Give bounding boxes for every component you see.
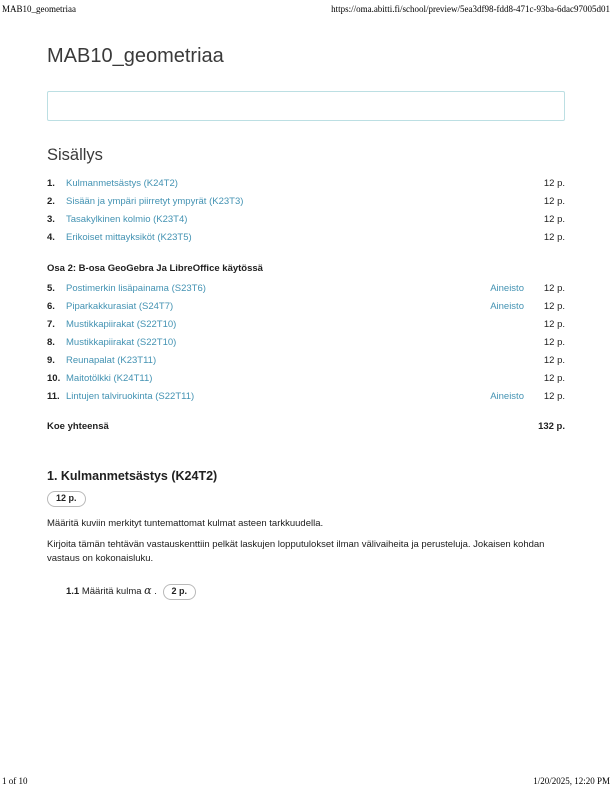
- toc-item-link[interactable]: Tasakylkinen kolmio (K23T4): [66, 214, 188, 225]
- toc-row: [47, 280, 565, 298]
- toc-item-number: 5.: [47, 283, 55, 294]
- subquestion-1-1-points-badge: 2 p.: [163, 584, 197, 600]
- toc-item-link[interactable]: Reunapalat (K23T11): [66, 355, 157, 366]
- toc-part2-heading: Osa 2: B-osa GeoGebra Ja LibreOffice käytössä: [47, 263, 263, 274]
- toc-item-points: 12 p.: [543, 178, 565, 189]
- toc-row: [47, 211, 565, 229]
- toc-row: [47, 388, 565, 406]
- toc-item-link[interactable]: Lintujen talviruokinta (S22T11): [66, 391, 195, 402]
- toc-item-points: 12 p.: [543, 196, 565, 207]
- toc-aineisto-link[interactable]: Aineisto: [490, 391, 524, 402]
- toc-aineisto-link[interactable]: Aineisto: [490, 301, 524, 312]
- toc-row: [47, 175, 565, 193]
- subquestion-1-1-number: 1.1: [66, 586, 80, 597]
- toc-item-number: 8.: [47, 337, 55, 348]
- exam-content: [47, 42, 565, 600]
- toc-item-number: 7.: [47, 319, 55, 330]
- toc-item-number: 1.: [47, 178, 55, 189]
- print-header-title: MAB10_geometriaa: [2, 4, 76, 14]
- toc-total-points: 132 p.: [538, 421, 565, 432]
- toc-item-number: 2.: [47, 196, 55, 207]
- print-footer-timestamp: 1/20/2025, 12:20 PM: [533, 776, 610, 786]
- toc-item-number: 6.: [47, 301, 55, 312]
- print-header: [2, 4, 610, 14]
- toc-item-link[interactable]: Maitotölkki (K24T11): [66, 373, 153, 384]
- toc-item-points: 12 p.: [543, 373, 565, 384]
- toc-item-link[interactable]: Kulmanmetsästys (K24T2): [66, 178, 178, 189]
- toc-row: [47, 352, 565, 370]
- subquestion-1-1-text: Määritä kulma: [79, 586, 145, 597]
- print-footer-page-number: 1 of 10: [2, 776, 28, 786]
- subquestion-1-1-suffix: .: [151, 586, 157, 597]
- question-1-heading: 1. Kulmanmetsästys (K24T2): [47, 469, 218, 483]
- toc-row: [47, 229, 565, 247]
- toc-item-points: 12 p.: [543, 232, 565, 243]
- toc-heading: Sisällys: [47, 146, 103, 164]
- question-1-instruction-1: Määritä kuviin merkityt tuntemattomat kulmat asteen tarkkuudella.: [47, 518, 324, 529]
- toc-item-points: 12 p.: [543, 319, 565, 330]
- toc-item-points: 12 p.: [543, 391, 565, 402]
- question-1-points-badge: 12 p.: [47, 491, 86, 507]
- toc-item-number: 10.: [47, 373, 61, 384]
- toc-item-number: 3.: [47, 214, 55, 225]
- alpha-symbol: α: [144, 584, 152, 597]
- toc-list-part1: [47, 175, 565, 247]
- toc-item-link[interactable]: Piparkakkurasiat (S24T7): [66, 301, 174, 312]
- toc-item-number: 4.: [47, 232, 55, 243]
- question-1-points-row: [47, 488, 565, 507]
- toc-row: [47, 316, 565, 334]
- print-footer: [2, 776, 610, 786]
- subquestion-1-1: [47, 583, 565, 600]
- toc-total-label: Koe yhteensä: [47, 421, 109, 432]
- toc-item-points: 12 p.: [543, 301, 565, 312]
- toc-item-link[interactable]: Erikoiset mittayksiköt (K23T5): [66, 232, 192, 243]
- toc-row: [47, 298, 565, 316]
- toc-item-link[interactable]: Postimerkin lisäpainama (S23T6): [66, 283, 206, 294]
- toc-item-link[interactable]: Mustikkapiirakat (S22T10): [66, 319, 177, 330]
- toc-item-link[interactable]: Sisään ja ympäri piirretyt ympyrät (K23T3): [66, 196, 244, 207]
- toc-item-number: 9.: [47, 355, 55, 366]
- toc-item-points: 12 p.: [543, 283, 565, 294]
- toc-row: [47, 370, 565, 388]
- toc-row: [47, 334, 565, 352]
- exam-title: MAB10_geometriaa: [47, 45, 224, 67]
- toc-item-points: 12 p.: [543, 337, 565, 348]
- empty-exam-info-box: [47, 91, 565, 121]
- toc-aineisto-link[interactable]: Aineisto: [490, 283, 524, 294]
- question-1-instruction-2: Kirjoita tämän tehtävän vastauskenttiin pelkät laskujen lopputulokset ilman välivaiheita ja perusteluja. Jokaisen kohdan vastaus on kokonaisluku.: [47, 539, 545, 564]
- toc-total-row: [47, 418, 565, 436]
- toc-list-part2: [47, 280, 565, 406]
- toc-item-points: 12 p.: [543, 214, 565, 225]
- toc-item-number: 11.: [47, 391, 60, 402]
- toc-item-points: 12 p.: [543, 355, 565, 366]
- print-header-url: https://oma.abitti.fi/school/preview/5ea3df98-fdd8-471c-93ba-6dac97005d01: [331, 4, 610, 14]
- toc-row: [47, 193, 565, 211]
- toc-item-link[interactable]: Mustikkapiirakat (S22T10): [66, 337, 177, 348]
